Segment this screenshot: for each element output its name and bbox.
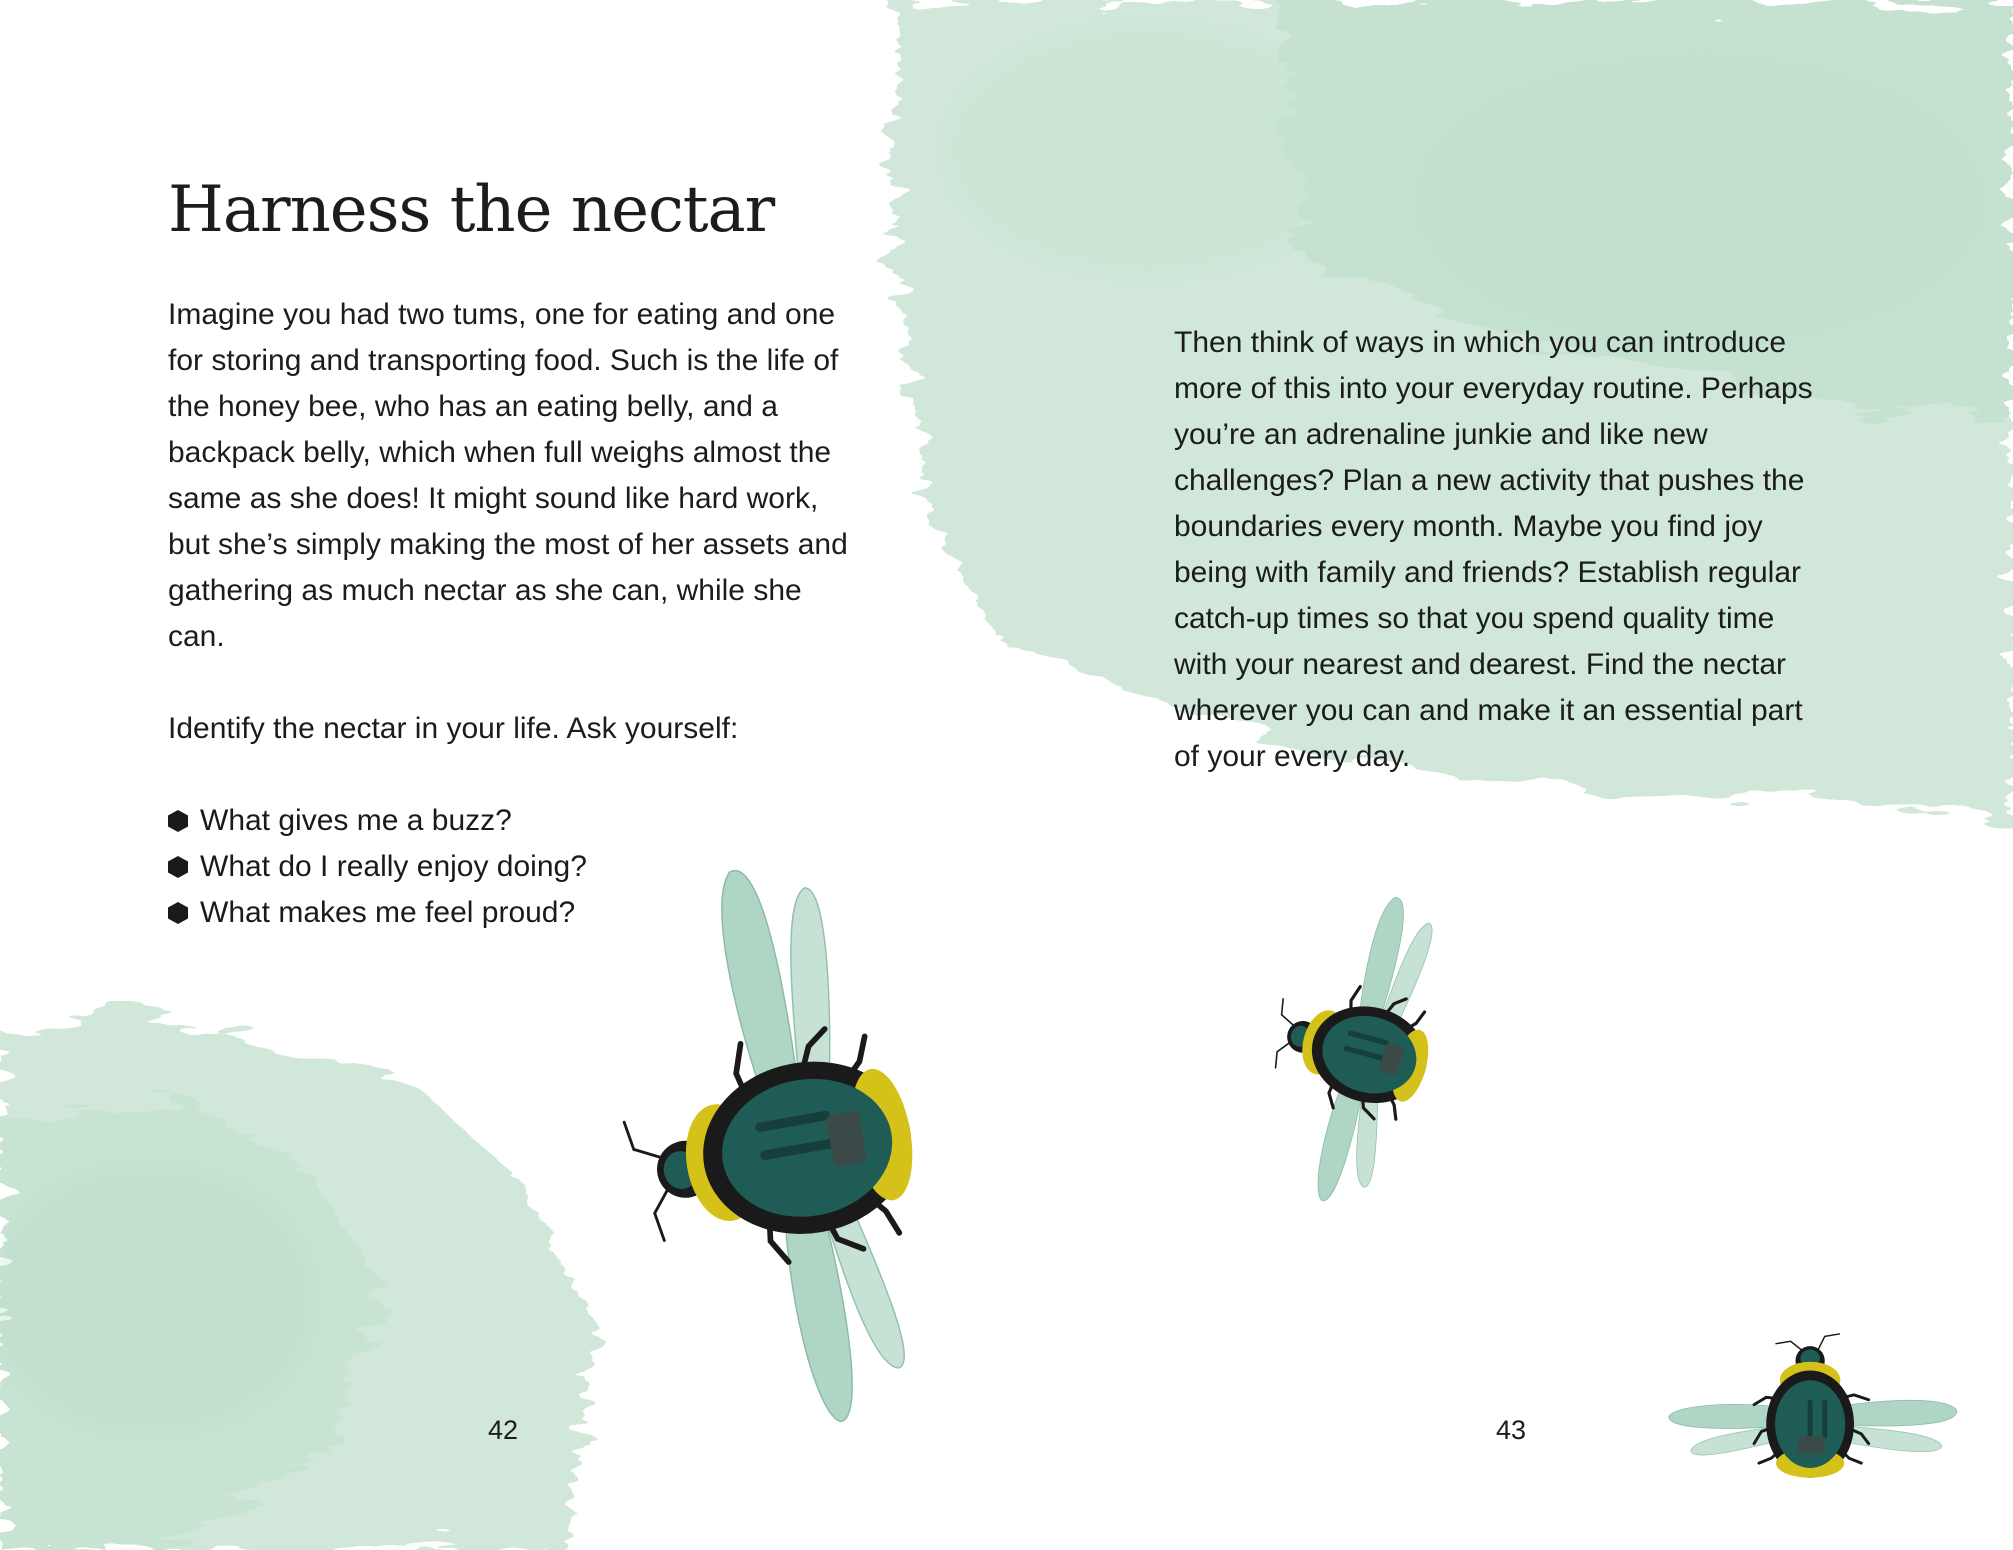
list-item-text: What makes me feel proud?	[200, 896, 576, 929]
hexagon-bullet-icon	[168, 856, 188, 878]
list-item-text: What do I really enjoy doing?	[200, 850, 587, 883]
intro-paragraph: Imagine you had two tums, one for eating and one for storing and transporting food. Such is the life of the honey bee, who has an eating belly, and a backpack belly, which when full weighs almost the same as she does! It might sound like hard work, but she’s simply making the most of her assets and gathering as much nectar as she can, while she can.	[168, 298, 848, 653]
list-item-text: What gives me a buzz?	[200, 804, 512, 837]
hexagon-bullet-icon	[168, 902, 188, 924]
bee-illustration-icon	[1620, 1230, 2010, 1550]
prompt-paragraph: Identify the nectar in your life. Ask yourself:	[168, 712, 739, 745]
page-number: 42	[488, 1415, 519, 1445]
bee-illustration-icon	[1200, 830, 1470, 1250]
bee-illustration-icon	[560, 840, 920, 1460]
page-title: Harness the nectar	[168, 173, 775, 247]
list-item	[168, 844, 587, 890]
question-list	[168, 798, 587, 936]
hexagon-bullet-icon	[168, 810, 188, 832]
body-paragraph: Then think of ways in which you can introduce more of this into your everyday routine. Perhaps you’re an adrenaline junkie and like new challenges? Plan a new activity that pushes the boundaries every month. Maybe you find joy being with family and friends? Establish regular catch-up times so that you spend quality time with your nearest and dearest. Find the nectar wherever you can and make it an essential part of your every day.	[1174, 326, 1813, 773]
page-number: 43	[1496, 1415, 1527, 1445]
list-item	[168, 798, 587, 844]
list-item	[168, 890, 587, 936]
